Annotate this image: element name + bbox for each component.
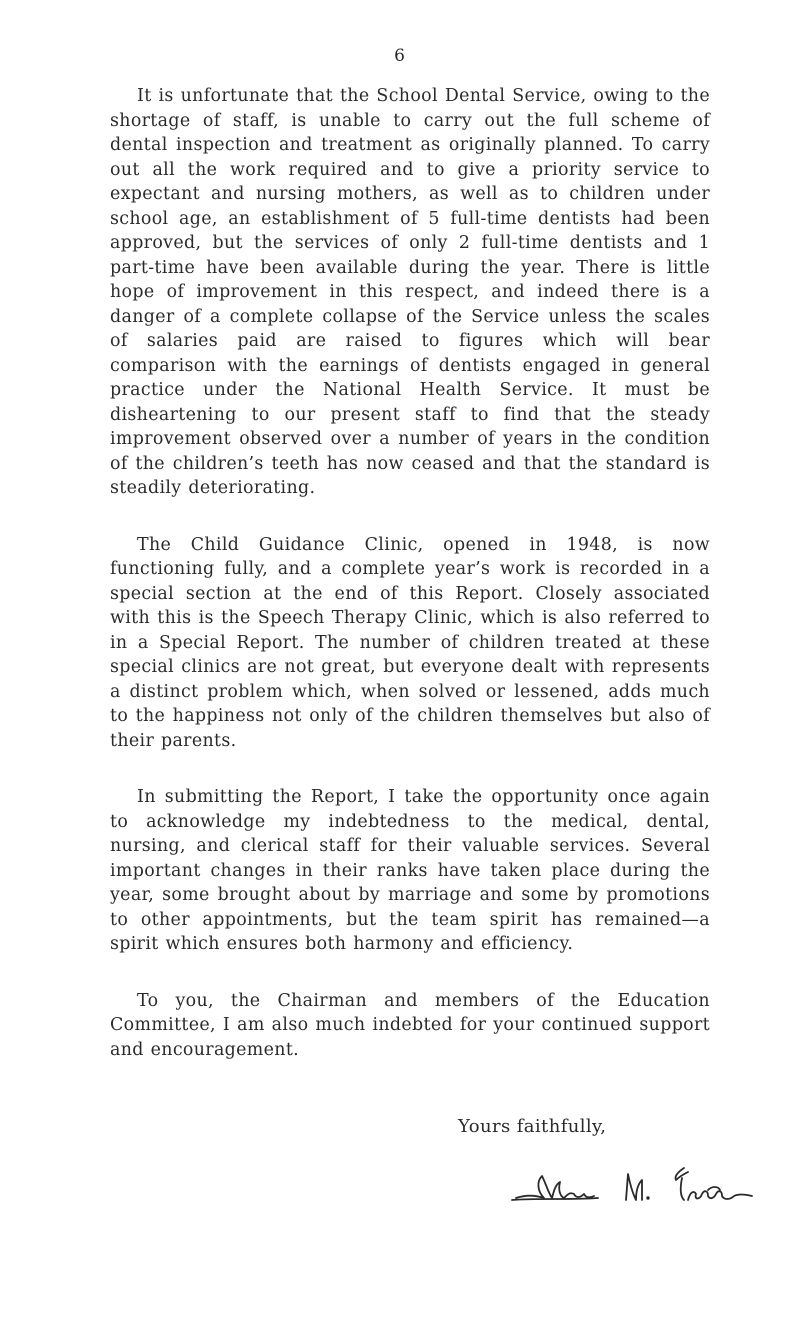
page-number: 6 [394, 46, 406, 66]
handwritten-signature [508, 1154, 758, 1214]
paragraph-dental-service: It is unfortunate that the School Dental Service, owing to the shortage of staff, is unable to carry out the full scheme of dental inspection and treatment as originally planned. To carry out all the work required and to give a priority service to expectant and nursing mothers, as well as to children under school age, an establishment of 5 full-time dentists had been approved, but the services of only 2 full-time dentists and 1 part-time have been available during the year. There is little hope of improvement in this respect, and indeed there is a danger of a complete collapse of the Service unless the scales of salaries paid are raised to figures which will bear comparison with the earnings of dentists engaged in general practice under the National Health Service. It must be disheartening to our present staff to find that the steady improvement observed over a number of years in the condition of the children’s teeth has now ceased and that the standard is steadily deteriorating. [110, 86, 710, 498]
letter-body [110, 84, 710, 1094]
paragraph-child-guidance: The Child Guidance Clinic, opened in 1948, is now functioning fully, and a complete year’s work is recorded in a special section at the end of this Report. Closely associated with this is the Speech Therapy Clinic, which is also referred to in a Special Report. The number of children treated at these special clinics are not great, but everyone dealt with represents a distinct problem which, when solved or lessened, adds much to the happiness not only of the children themselves but also of their parents. [110, 534, 710, 751]
closing-salutation: Yours faithfully, [458, 1116, 607, 1137]
paragraph-committee-thanks: To you, the Chairman and members of the Education Committee, I am also much indebted for your continued support and encouragement. [110, 990, 710, 1060]
paragraph-staff-acknowledgement: In submitting the Report, I take the opportunity once again to acknowledge my indebtedness to the medical, dental, nursing, and clerical staff for their valuable services. Several important changes in their ranks have taken place during the year, some brought about by marriage and some by promotions to other appointments, but the team spirit has remained—a spirit which ensures both harmony and efficiency. [110, 787, 710, 954]
